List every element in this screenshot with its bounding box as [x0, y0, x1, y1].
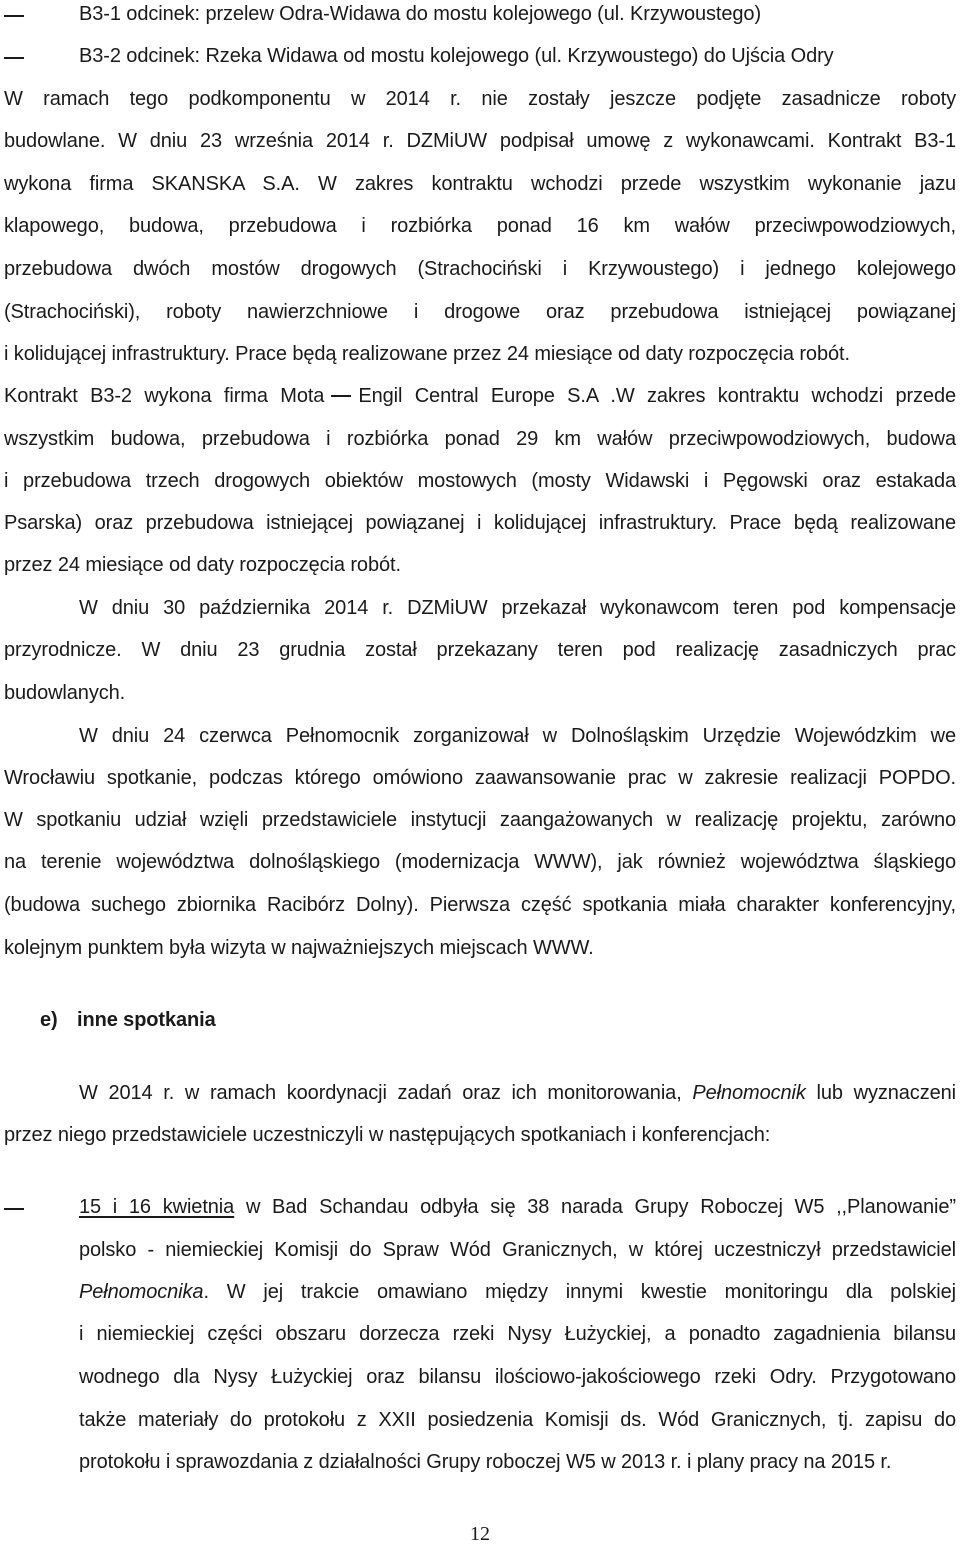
- paragraph-line: i kolidującej infrastruktury. Prace będą realizowane przez 24 miesiące od daty rozpoczęcia robót.: [4, 343, 850, 365]
- paragraph-line: przebudowa dwóch mostów drogowych (Strachociński i Krzywoustego) i jednego kolejowego: [4, 258, 956, 280]
- paragraph-line: przez 24 miesiące od daty rozpoczęcia robót.: [4, 554, 401, 576]
- list-item-line: także materiały do protokołu z XXII posiedzenia Komisji ds. Wód Granicznych, tj. zapisu do: [79, 1409, 956, 1431]
- list-item-line: [79, 1280, 956, 1304]
- paragraph-line: W ramach tego podkomponentu w 2014 r. nie zostały jeszcze podjęte zasadnicze roboty: [4, 88, 956, 110]
- text-span: W 2014 r. w ramach koordynacji zadań oraz ich monitorowania,: [79, 1082, 682, 1104]
- paragraph-line: (Strachociński), roboty nawierzchniowe i drogowe oraz przebudowa istniejącej powiązanej: [4, 301, 956, 323]
- paragraph-line: W dniu 24 czerwca Pełnomocnik zorganizował w Dolnośląskim Urzędzie Wojewódzkim we: [79, 725, 956, 747]
- paragraph-line: przez niego przedstawiciele uczestniczyli w następujących spotkaniach i konferencjach:: [4, 1124, 771, 1146]
- paragraph-line: budowlane. W dniu 23 września 2014 r. DZMiUW podpisał umowę z wykonawcami. Kontrakt B3-1: [4, 130, 956, 152]
- date-span: 15 i 16 kwietnia: [79, 1196, 235, 1218]
- list-dash: [4, 57, 24, 59]
- paragraph-line: [4, 384, 956, 408]
- paragraph-line: budowlanych.: [4, 682, 126, 704]
- text-span: w Bad Schandau odbyła się 38 narada Grupy Roboczej W5 ,,Planowanie”: [245, 1196, 956, 1218]
- paragraph-line: przyrodnicze. W dniu 23 grudnia został przekazany teren pod realizację zasadniczych prac: [4, 639, 956, 661]
- paragraph-line: Wrocławiu spotkanie, podczas którego omówiono zaawansowanie prac w zakresie realizacji POPDO.: [4, 767, 956, 789]
- paragraph-line: klapowego, budowa, przebudowa i rozbiórka ponad 16 km wałów przeciwpowodziowych,: [4, 215, 956, 237]
- list-dash: [4, 1208, 24, 1210]
- paragraph-line: [79, 1081, 956, 1105]
- paragraph-line: kolejnym punktem była wizyta w najważniejszych miejscach WWW.: [4, 937, 594, 959]
- list-item: B3-1 odcinek: przelew Odra-Widawa do mostu kolejowego (ul. Krzywoustego): [79, 3, 761, 25]
- section-marker: e): [40, 1009, 58, 1031]
- list-item: B3-2 odcinek: Rzeka Widawa od mostu kolejowego (ul. Krzywoustego) do Ujścia Odry: [79, 45, 834, 67]
- paragraph-line: wszystkim budowa, przebudowa i rozbiórka ponad 29 km wałów przeciwpowodziowych, budowa: [4, 428, 956, 450]
- paragraph-line: i przebudowa trzech drogowych obiektów mostowych (mosty Widawski i Pęgowski oraz estakada: [4, 470, 956, 492]
- contract-text: Engil Central Europe S.A .W zakres kontraktu wchodzi przede: [358, 385, 957, 407]
- paragraph-line: Psarska) oraz przebudowa istniejącej powiązanej i kolidującej infrastruktury. Prace będą realizowane: [4, 512, 956, 534]
- list-item-line: polsko - niemieckiej Komisji do Spraw Wód Granicznych, w której uczestniczył przedstawiciel: [79, 1239, 956, 1261]
- paragraph-line: W spotkaniu udział wzięli przedstawiciele instytucji zaangażowanych w realizację projektu, zarówno: [4, 809, 956, 831]
- paragraph-line: wykona firma SKANSKA S.A. W zakres kontraktu wchodzi przede wszystkim wykonanie jazu: [4, 173, 956, 195]
- list-item-line: [79, 1195, 956, 1219]
- list-dash: [4, 15, 24, 17]
- italic-span: Pełnomocnik: [692, 1082, 806, 1104]
- text-span: . W jej trakcie omawiano między innymi kwestie monitoringu dla polskiej: [203, 1281, 956, 1303]
- list-item-line: i niemieckiej części obszaru dorzecza rzeki Nysy Łużyckiej, a ponadto zagadnienia bilansu: [79, 1323, 956, 1345]
- contract-text: Kontrakt B3-2 wykona firma Mota: [4, 385, 325, 407]
- section-heading: inne spotkania: [77, 1009, 216, 1031]
- dash-glyph: [331, 395, 351, 397]
- list-item-line: protokołu i sprawozdania z działalności Grupy roboczej W5 w 2013 r. i plany pracy na 2015 r.: [79, 1451, 892, 1473]
- page-number: 12: [470, 1523, 490, 1545]
- paragraph-line: (budowa suchego zbiornika Racibórz Dolny). Pierwsza część spotkania miała charakter konferencyjny,: [4, 894, 956, 916]
- italic-span: Pełnomocnika: [79, 1281, 204, 1303]
- text-span: lub wyznaczeni: [816, 1082, 956, 1104]
- paragraph-line: na terenie województwa dolnośląskiego (modernizacja WWW), jak również województwa śląskiego: [4, 851, 956, 873]
- paragraph-line: W dniu 30 października 2014 r. DZMiUW przekazał wykonawcom teren pod kompensacje: [79, 597, 956, 619]
- list-item-line: wodnego dla Nysy Łużyckiej oraz bilansu ilościowo-jakościowego rzeki Odry. Przygotowano: [79, 1366, 956, 1388]
